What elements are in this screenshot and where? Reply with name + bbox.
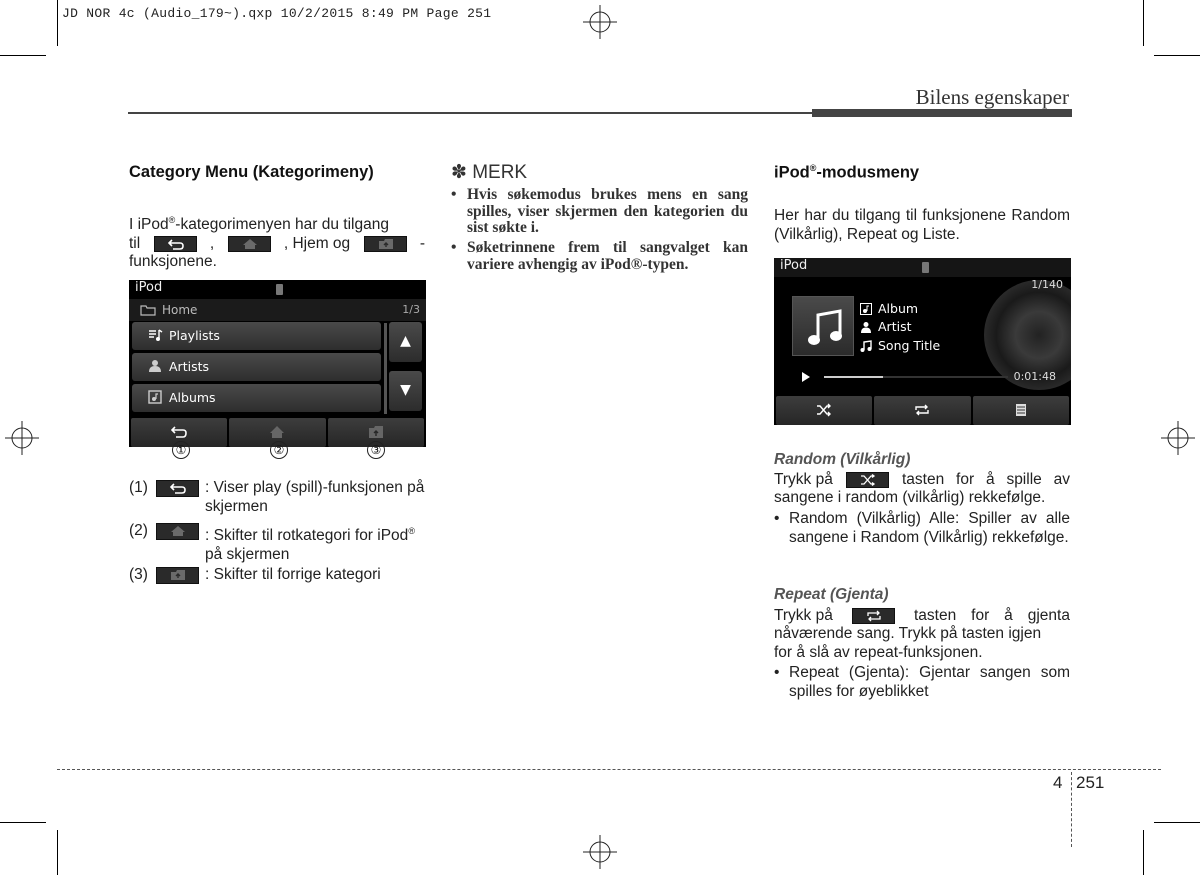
repeat-button-icon — [852, 608, 895, 624]
folder-icon — [140, 304, 156, 316]
legend-row-3 — [129, 566, 427, 586]
registration-mark-icon — [583, 5, 617, 39]
track-count: 1/140 — [1031, 278, 1063, 291]
registered-mark: ® — [408, 526, 415, 536]
legend-row-1 — [129, 479, 427, 519]
home-button-icon — [228, 236, 271, 252]
repeat-button[interactable] — [874, 396, 970, 425]
note-heading: ✽ MERK — [451, 162, 528, 183]
screen-title: iPod — [780, 258, 808, 273]
crop-mark — [1154, 55, 1200, 56]
random-text: Trykk på — [774, 471, 833, 488]
back-button-icon — [154, 236, 197, 252]
shuffle-button-icon — [846, 472, 889, 488]
bullet-text: Random (Vilkårlig) Alle: Spiller av alle sangene i Random (Vilkårlig) rekkefølge. — [789, 510, 1070, 546]
callout-3: ③ — [367, 441, 385, 459]
legend-text: : Skifter til forrige kategori — [205, 566, 381, 583]
intro-text: -kategorimenyen har du tilgang — [175, 216, 389, 234]
album-icon — [148, 390, 162, 404]
intro-text: til — [129, 234, 141, 252]
artist-icon — [860, 321, 872, 333]
legend-row-2 — [129, 522, 427, 562]
category-menu-intro — [129, 211, 425, 272]
heading-part: -modusmeny — [816, 163, 920, 182]
repeat-icon — [914, 403, 930, 417]
crop-mark — [57, 0, 58, 46]
list-item-artists[interactable] — [132, 353, 381, 381]
usb-icon — [922, 262, 929, 273]
ipod-category-screen — [129, 280, 426, 447]
bullet: • — [451, 239, 457, 256]
footer-rule — [57, 769, 1161, 770]
legend-number: (3) — [129, 566, 148, 583]
home-icon — [269, 425, 285, 439]
breadcrumb-label: Home — [162, 303, 198, 317]
repeat-description — [774, 607, 1070, 626]
ipod-mode-intro: Her har du tilgang til funksjonene Random (Vilkårlig), Repeat og Liste. — [774, 207, 1070, 243]
usb-icon — [276, 284, 283, 295]
random-bullet — [774, 510, 1070, 547]
intro-text: , Hjem og — [283, 234, 351, 252]
section-title: Bilens egenskaper — [915, 85, 1069, 109]
scrollbar[interactable] — [384, 323, 387, 414]
intro-text: - — [419, 234, 425, 252]
album-icon — [860, 303, 872, 315]
list-item-label: Artists — [169, 359, 209, 374]
elapsed-time: 0:01:48 — [1013, 370, 1056, 383]
random-button[interactable] — [776, 396, 872, 425]
album-name: Album — [878, 301, 919, 316]
print-slug: JD NOR 4c (Audio_179~).qxp 10/2/2015 8:49 PM Page 251 — [62, 6, 492, 21]
legend-text: : Viser play (spill)-funksjonen på skjermen — [205, 479, 425, 515]
ipod-playback-screen — [774, 258, 1071, 425]
music-note-icon — [808, 309, 842, 347]
song-row — [860, 338, 940, 353]
category-menu-heading: Category Menu (Kategorimeny) — [129, 163, 374, 181]
registered-mark: ® — [168, 215, 176, 225]
repeat-text-cont: nåværende sang. Trykk på tasten igjen for å slå av repeat-funksjonen. — [774, 625, 1042, 661]
legend-number: (1) — [129, 479, 148, 496]
random-text-start: tasten for å spille av — [901, 471, 1070, 488]
random-heading: Random (Vilkårlig) — [774, 451, 911, 468]
bullet: • — [774, 664, 780, 681]
album-art — [792, 296, 854, 356]
intro-text: I iPod — [129, 216, 169, 234]
artist-icon — [148, 359, 162, 373]
bullet: • — [451, 186, 457, 203]
play-icon[interactable] — [801, 371, 811, 383]
folder-up-button-icon — [156, 567, 199, 584]
playlist-icon — [148, 328, 164, 342]
callout-2: ② — [270, 441, 288, 459]
note-item-1 — [451, 187, 748, 237]
list-item-playlists[interactable] — [132, 322, 381, 350]
song-title: Song Title — [878, 338, 941, 353]
legend-text — [205, 522, 427, 564]
bullet: • — [774, 510, 780, 527]
progress-bar[interactable] — [824, 376, 1008, 378]
up-arrow-icon: ▲ — [400, 333, 411, 349]
crop-mark — [1143, 830, 1144, 875]
note-item-2 — [451, 240, 748, 273]
back-icon — [171, 425, 187, 439]
legend-text-part: : Skifter til rotkategori for iPod — [205, 527, 409, 545]
page-count: 1/3 — [402, 303, 420, 316]
progress-fill — [824, 376, 883, 378]
page-number: 251 — [1076, 773, 1105, 792]
repeat-bullet — [774, 664, 1070, 701]
list-item-albums[interactable] — [132, 384, 381, 412]
crop-mark — [1143, 0, 1144, 46]
breadcrumb — [129, 299, 426, 321]
list-button[interactable] — [973, 396, 1069, 425]
note-text: Hvis søkemodus brukes mens en sang spilles, viser skjermen den kategorien du sist søkte i. — [467, 186, 748, 236]
registration-mark-icon — [1161, 421, 1195, 455]
artist-row — [860, 319, 911, 334]
legend-number: (2) — [129, 522, 148, 539]
intro-text: funksjonene. — [129, 253, 217, 271]
chapter-number: 4 — [1053, 773, 1063, 792]
legend-text-part: på skjermen — [205, 545, 290, 563]
down-arrow-icon: ▼ — [400, 382, 411, 398]
list-icon — [1013, 403, 1029, 417]
registration-mark-icon — [583, 835, 617, 869]
ipod-mode-menu-heading — [774, 163, 1070, 183]
crop-mark — [57, 830, 58, 875]
artist-name: Artist — [878, 319, 912, 334]
home-button-icon — [156, 523, 199, 540]
scroll-up-button[interactable] — [389, 322, 422, 362]
scroll-down-button[interactable] — [389, 371, 422, 411]
note-text: Søketrinnene frem til sangvalget kan variere avhengig av iPod®-typen. — [467, 239, 748, 273]
crop-mark — [1154, 822, 1200, 823]
repeat-text: Trykk på — [774, 607, 833, 624]
shuffle-icon — [816, 403, 832, 417]
folder-up-icon — [368, 425, 384, 439]
crop-mark — [0, 822, 46, 823]
folder-up-button-icon — [364, 236, 407, 252]
random-description — [774, 471, 1070, 490]
repeat-heading: Repeat (Gjenta) — [774, 586, 889, 603]
random-text-cont: sangene i random (vilkårlig) rekkefølge. — [774, 489, 1046, 506]
list-item-label: Playlists — [169, 328, 220, 343]
callout-1: ① — [172, 441, 190, 459]
back-button-icon — [156, 480, 199, 497]
registration-mark-icon — [5, 421, 39, 455]
list-item-label: Albums — [169, 390, 216, 405]
footer-divider — [1071, 772, 1072, 847]
music-note-icon — [860, 340, 872, 352]
repeat-text-start: tasten for å gjenta — [913, 607, 1070, 624]
intro-text: , — [209, 234, 215, 252]
registered-mark: ® — [809, 163, 817, 173]
header-bar — [812, 109, 1072, 117]
heading-part: iPod — [774, 163, 810, 182]
bullet-text: Repeat (Gjenta): Gjentar sangen som spilles for øyeblikket — [789, 664, 1070, 700]
playback-button-bar — [774, 396, 1071, 425]
album-row — [860, 301, 918, 316]
screen-title: iPod — [135, 280, 163, 295]
crop-mark — [0, 55, 46, 56]
